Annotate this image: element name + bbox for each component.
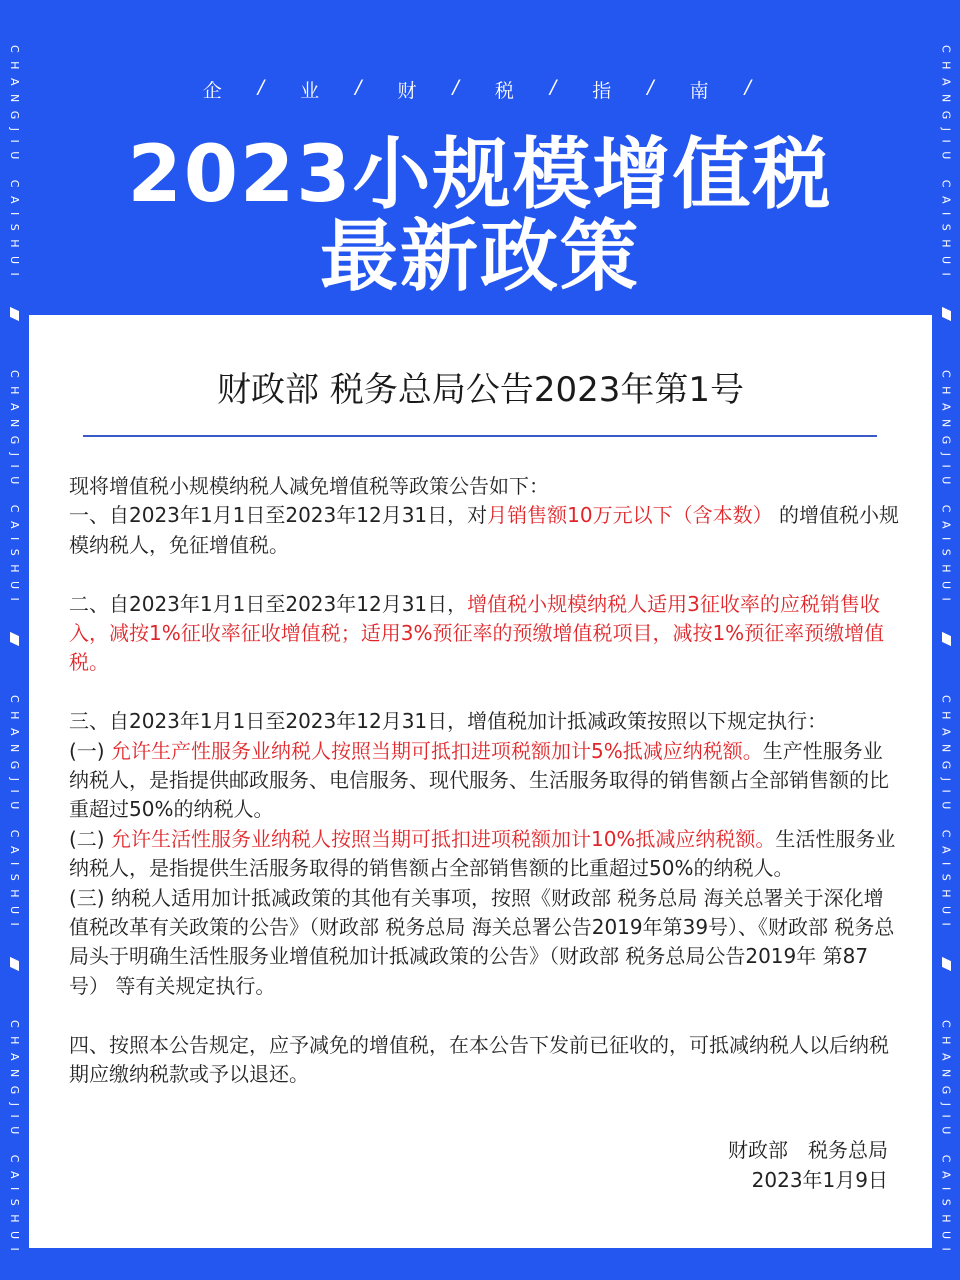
item-1-suffix: 的增值税小规模纳税人，免征增值税。 (69, 503, 899, 557)
sub-2-prefix: (二) (69, 826, 111, 851)
side-banner-text: CHANGJIU CAISHUI (8, 1020, 21, 1260)
parallelogram-mark-icon (942, 957, 951, 971)
parallelogram-mark-icon (942, 632, 951, 646)
parallelogram-mark-icon (10, 632, 19, 646)
side-banner-text-segment (932, 695, 960, 935)
kicker-separator: / (452, 76, 459, 98)
poster-title-line-1: 2023小规模增值税 (127, 130, 833, 220)
sub-2-suffix: 生活性服务业纳税人，是指提供生活服务取得的销售额占全部销售额的比重超过50%的纳税人。 (69, 826, 896, 881)
kicker-char: 南 (689, 80, 709, 102)
poster-header (0, 0, 960, 315)
document-title: 财政部 税务总局公告2023年第1号 (217, 370, 744, 410)
kicker-char: 指 (592, 80, 612, 102)
side-banner-text: CHANGJIU CAISHUI (939, 695, 953, 935)
kicker-separator: / (647, 76, 654, 98)
kicker-char: 企 (202, 80, 222, 102)
kicker-separator: / (257, 76, 265, 98)
sub-1-prefix: (一) (69, 738, 111, 763)
side-banner-text-segment (932, 370, 960, 610)
kicker-char: 财 (397, 80, 417, 102)
side-banner-text-segment (0, 695, 29, 935)
sub-2-highlight: 允许生活性服务业纳税人按照当期可抵扣进项税额加计10%抵减应纳税额。 (110, 826, 776, 851)
side-banner-text-segment (0, 1020, 29, 1260)
sub-1-suffix: 生产性服务业纳税人，是指提供邮政服务、电信服务、现代服务、生活服务取得的销售额占全部销售额的比重超过50%的纳税人。 (69, 738, 889, 822)
kicker-char: 税 (494, 80, 514, 102)
paragraph-gap (69, 1001, 899, 1030)
item-2-paragraph (69, 590, 899, 678)
item-2-highlight: 增值税小规模纳税人适用3征收率的应税销售收入，减按1%征收率征收增值税；适用3%预征率的预缴增值税项目，减按1%预征率预缴增值税。 (69, 591, 885, 675)
item-1-paragraph (69, 501, 899, 560)
item-3-intro: 三、自2023年1月1日至2023年12月31日，增值税加计抵减政策按照以下规定执行： (69, 709, 828, 734)
kicker-char: 业 (300, 80, 320, 102)
item-1-highlight: 月销售额10万元以下（含本数） (487, 503, 773, 528)
paragraph-gap (69, 678, 899, 707)
side-banner-text-segment (932, 1020, 960, 1260)
item-1-prefix: 一、自2023年1月1日至2023年12月31日，对 (69, 503, 488, 528)
item-3-sub-1 (69, 737, 899, 825)
signature-issuer: 财政部 税务总局 (728, 1138, 888, 1162)
kicker-separator: / (744, 76, 751, 98)
side-banner-text: CHANGJIU CAISHUI (939, 370, 953, 610)
parallelogram-mark-icon (10, 957, 19, 971)
document-body (69, 472, 899, 1089)
item-3-sub-2 (69, 825, 899, 884)
side-banner-text: CHANGJIU CAISHUI (939, 1020, 953, 1260)
paragraph-gap (69, 560, 899, 589)
side-banner-text-segment (0, 370, 29, 610)
intro-paragraph: 现将增值税小规模纳税人减免增值税等政策公告如下： (69, 474, 549, 498)
item-2-prefix: 二、自2023年1月1日至2023年12月31日， (69, 591, 468, 616)
document-card (29, 315, 932, 1248)
item-3-sub-3: (三) 纳税人适用加计抵减政策的其他有关事项，按照《财政部 税务总局 海关总署关于深化增值税改革有关政策的公告》（财政部 税务总局 海关总署公告2019年第39号）、《财政部 税务总局头于明确生活性服务业增值税加计抵减政策的公告》（财政部 税务总局公告2019年 第87号） 等有关规定执行。 (69, 885, 895, 998)
item-4-paragraph: 四、按照本公告规定，应予减免的增值税，在本公告下发前已征收的，可抵减纳税人以后纳税期应缴纳税款或予以退还。 (69, 1032, 889, 1087)
poster-title-line-2: 最新政策 (319, 212, 640, 302)
side-banner-text: CHANGJIU CAISHUI (8, 45, 21, 285)
signature-date: 2023年1月9日 (751, 1168, 888, 1192)
sub-1-highlight: 允许生产性服务业纳税人按照当期可抵扣进项税额加计5%抵减应纳税额。 (110, 738, 763, 763)
kicker-tagline (0, 76, 960, 103)
title-divider (83, 435, 877, 437)
side-banner-text: CHANGJIU CAISHUI (939, 45, 953, 285)
side-banner-text: CHANGJIU CAISHUI (8, 695, 21, 935)
side-banner-text: CHANGJIU CAISHUI (8, 370, 21, 610)
kicker-separator: / (355, 76, 362, 98)
kicker-separator: / (549, 76, 557, 98)
document-signature (728, 1135, 888, 1195)
